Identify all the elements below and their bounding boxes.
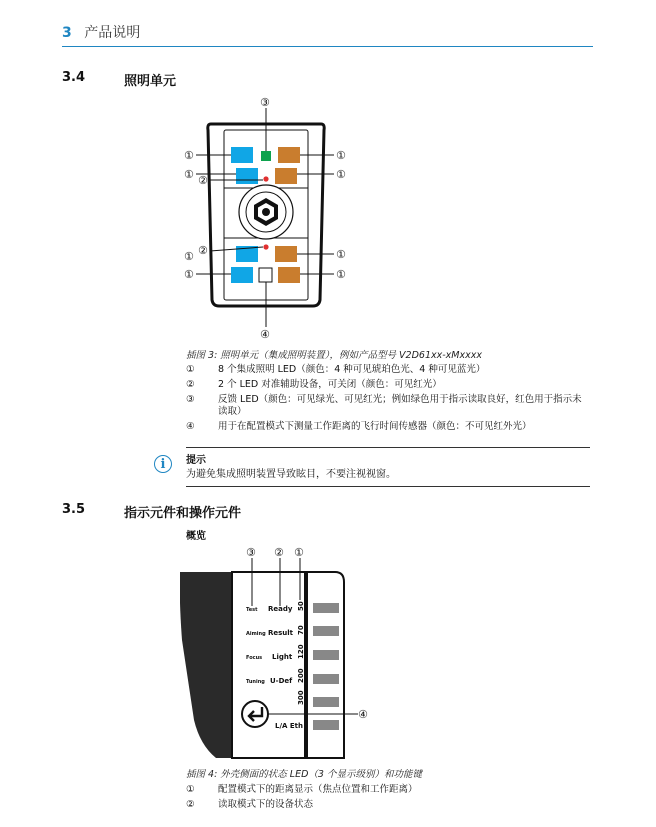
marker-2: ② bbox=[198, 244, 208, 257]
green-feedback-led bbox=[261, 151, 271, 161]
legend-mark: ④ bbox=[186, 421, 195, 432]
small-label: Focus bbox=[246, 655, 263, 661]
marker-4: ④ bbox=[260, 328, 270, 341]
legend-mark: ③ bbox=[186, 394, 195, 405]
status-led-bar bbox=[313, 720, 339, 730]
status-led-bar bbox=[313, 650, 339, 660]
legend-item bbox=[186, 421, 590, 433]
status-led-figure bbox=[180, 540, 380, 762]
marker-1: ① bbox=[184, 149, 194, 162]
legend-mark: ② bbox=[186, 379, 195, 390]
chapter-number: 3 bbox=[62, 25, 72, 41]
blue-led bbox=[231, 147, 253, 163]
info-icon: i bbox=[154, 455, 172, 473]
legend-text: 用于在配置模式下测量工作距离的飞行时间传感器（颜色：不可见红外光） bbox=[218, 421, 532, 432]
legend-mark: ① bbox=[186, 364, 195, 375]
small-label: Aiming bbox=[246, 631, 266, 637]
figure-4-legend bbox=[186, 784, 590, 814]
note-text: 为避免集成照明装置导致眩目，不要注视视窗。 bbox=[186, 469, 396, 480]
status-label: U-Def bbox=[270, 677, 293, 685]
chapter-title: 产品说明 bbox=[84, 25, 141, 41]
section-3-5-title: 指示元件和操作元件 bbox=[124, 506, 242, 521]
amber-led bbox=[275, 246, 297, 262]
status-led-bar bbox=[313, 697, 339, 707]
marker-4: ④ bbox=[358, 708, 368, 721]
legend-mark: ② bbox=[186, 799, 195, 810]
figure-3-legend bbox=[186, 364, 590, 436]
amber-led bbox=[278, 147, 300, 163]
status-led-bar bbox=[313, 674, 339, 684]
marker-2: ② bbox=[274, 546, 284, 559]
function-key-label: L/A Eth bbox=[275, 722, 303, 730]
blue-led bbox=[231, 267, 253, 283]
status-label: Light bbox=[272, 653, 293, 661]
marker-1: ① bbox=[184, 168, 194, 181]
legend-text: 配置模式下的距离显示（焦点位置和工作距离） bbox=[218, 784, 418, 795]
figure-4-caption: 插图 4: 外壳侧面的状态 LED（3 个显示级别）和功能键 bbox=[186, 769, 422, 780]
note-box bbox=[186, 447, 590, 487]
figure-3-caption: 插图 3: 照明单元（集成照明装置），例如产品型号 V2D61xx-xMxxxx bbox=[186, 350, 482, 361]
amber-led bbox=[278, 267, 300, 283]
legend-item bbox=[186, 379, 590, 391]
legend-mark: ① bbox=[186, 784, 195, 795]
marker-3: ③ bbox=[246, 546, 256, 559]
section-3-4-number: 3.4 bbox=[62, 70, 86, 85]
blue-led bbox=[236, 168, 258, 184]
small-label: Tuning bbox=[246, 679, 265, 685]
overview-subtitle: 概览 bbox=[186, 531, 206, 542]
status-label: Result bbox=[268, 629, 294, 637]
status-label: Ready bbox=[268, 605, 293, 613]
function-key[interactable] bbox=[242, 701, 268, 727]
marker-1: ① bbox=[336, 268, 346, 281]
marker-1: ① bbox=[184, 250, 194, 263]
section-3-5-number: 3.5 bbox=[62, 502, 86, 517]
section-3-4-title: 照明单元 bbox=[124, 74, 177, 89]
legend-text: 2 个 LED 对准辅助设备，可关闭（颜色：可见红光） bbox=[218, 379, 442, 390]
marker-1: ① bbox=[336, 168, 346, 181]
distance-number: 300 bbox=[297, 690, 305, 705]
legend-item bbox=[186, 364, 590, 376]
legend-item bbox=[186, 394, 590, 418]
marker-3: ③ bbox=[260, 96, 270, 109]
legend-text: 8 个集成照明 LED（颜色：4 种可见琥珀色光、4 种可见蓝光） bbox=[218, 364, 486, 375]
status-led-bar bbox=[313, 626, 339, 636]
red-aiming-led bbox=[263, 176, 268, 181]
distance-number: 70 bbox=[297, 625, 305, 635]
note-title: 提示 bbox=[186, 455, 206, 466]
red-aiming-led bbox=[263, 244, 268, 249]
page-header bbox=[62, 22, 140, 42]
legend-item bbox=[186, 799, 590, 811]
status-led-bar bbox=[313, 603, 339, 613]
marker-1: ① bbox=[336, 248, 346, 261]
amber-led bbox=[275, 168, 297, 184]
marker-1: ① bbox=[184, 268, 194, 281]
marker-2: ② bbox=[198, 174, 208, 187]
header-rule bbox=[62, 46, 593, 47]
distance-number: 120 bbox=[297, 644, 305, 659]
marker-1: ① bbox=[294, 546, 304, 559]
distance-number: 50 bbox=[297, 601, 305, 611]
legend-text: 读取模式下的设备状态 bbox=[218, 799, 314, 810]
lighting-unit-figure bbox=[180, 92, 360, 342]
tof-sensor bbox=[259, 268, 272, 282]
legend-text: 反馈 LED（颜色：可见绿光、可见红光；例如绿色用于指示读取良好，红色用于指示未读取） bbox=[218, 394, 582, 417]
marker-1: ① bbox=[336, 149, 346, 162]
small-label: Test bbox=[246, 607, 258, 613]
legend-item bbox=[186, 784, 590, 796]
distance-number: 200 bbox=[297, 668, 305, 683]
